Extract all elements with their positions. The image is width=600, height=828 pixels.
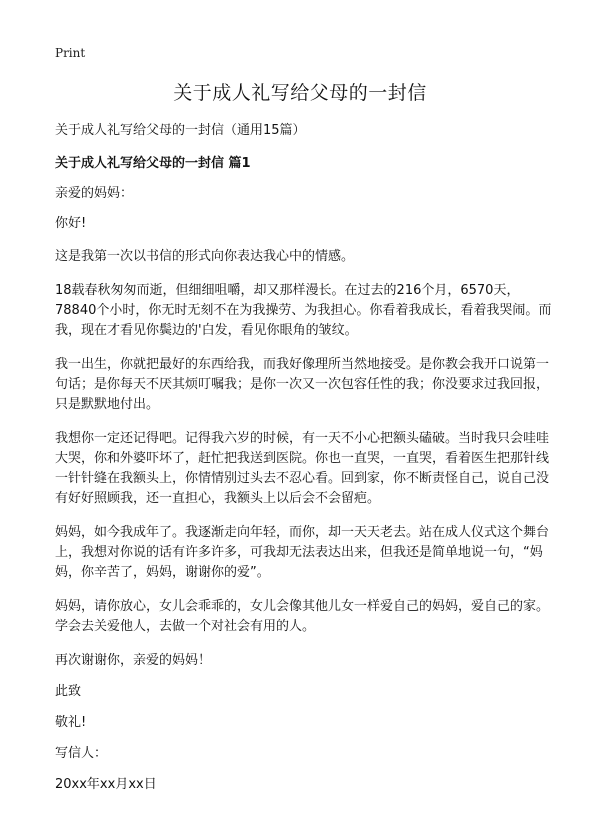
- letter-paragraph-2: 18载春秋匆匆而逝，但细细咀嚼，却又那样漫长。在过去的216个月，6570天，78840个小时，你无时无刻不在为我操劳、为我担心。你看着我成长，看着我哭闹。而我，现在才看见你鬓边的'白发，看见你眼角的皱纹。: [55, 283, 552, 338]
- letter-paragraph-3: 我一出生，你就把最好的东西给我，而我好像理所当然地接受。是你教会我开口说第一句话；是你每天不厌其烦叮嘱我；是你一次又一次包容任性的我；你没要求过我回报，只是默默地付出。: [55, 357, 550, 412]
- letter-signature-label: 写信人：: [55, 746, 108, 761]
- letter-date: 20xx年xx月xx日: [55, 777, 157, 792]
- letter-salutation: 亲爱的妈妈：: [55, 186, 134, 201]
- letter-paragraph-4: 我想你一定还记得吧。记得我六岁的时候，有一天不小心把额头磕破。当时我只会哇哇大哭，你和外婆吓坏了，赶忙把我送到医院。你也一直哭，一直哭，看着医生把那针线一针针缝在我额头上，你情情别过头去不忍心看。回到家，你不断责怪自己，说自己没有好好照顾我，还一直担心，我额头上以后会不会留疤。: [55, 431, 550, 506]
- letter-paragraph-6: 妈妈，请你放心，女儿会乖乖的，女儿会像其他儿女一样爱自己的妈妈，爱自己的家。学会去关爱他人，去做一个对社会有用的人。: [55, 599, 550, 634]
- letter-greeting: 你好!: [55, 216, 87, 231]
- letter-paragraph-1: 这是我第一次以书信的形式向你表达我心中的情感。: [55, 249, 355, 264]
- letter-closing-1: 此致: [55, 684, 82, 699]
- print-link[interactable]: Print: [55, 46, 86, 60]
- document-body: [55, 121, 555, 806]
- section-heading: 关于成人礼写给父母的一封信 篇1: [55, 156, 251, 171]
- document-subtitle: 关于成人礼写给父母的一封信（通用15篇）: [55, 123, 306, 138]
- document-title: 关于成人礼写给父母的一封信: [173, 82, 427, 104]
- letter-paragraph-7: 再次谢谢你，亲爱的妈妈！: [55, 653, 212, 668]
- letter-closing-2: 敬礼!: [55, 715, 87, 730]
- letter-paragraph-5: 妈妈，如今我成年了。我逐渐走向年轻，而你，却一天天老去。站在成人仪式这个舞台上，我想对你说的话有许多许多，可我却无法表达出来，但我还是简单地说一句，“妈妈，你辛苦了，妈妈，谢谢你的爱”。: [55, 525, 550, 580]
